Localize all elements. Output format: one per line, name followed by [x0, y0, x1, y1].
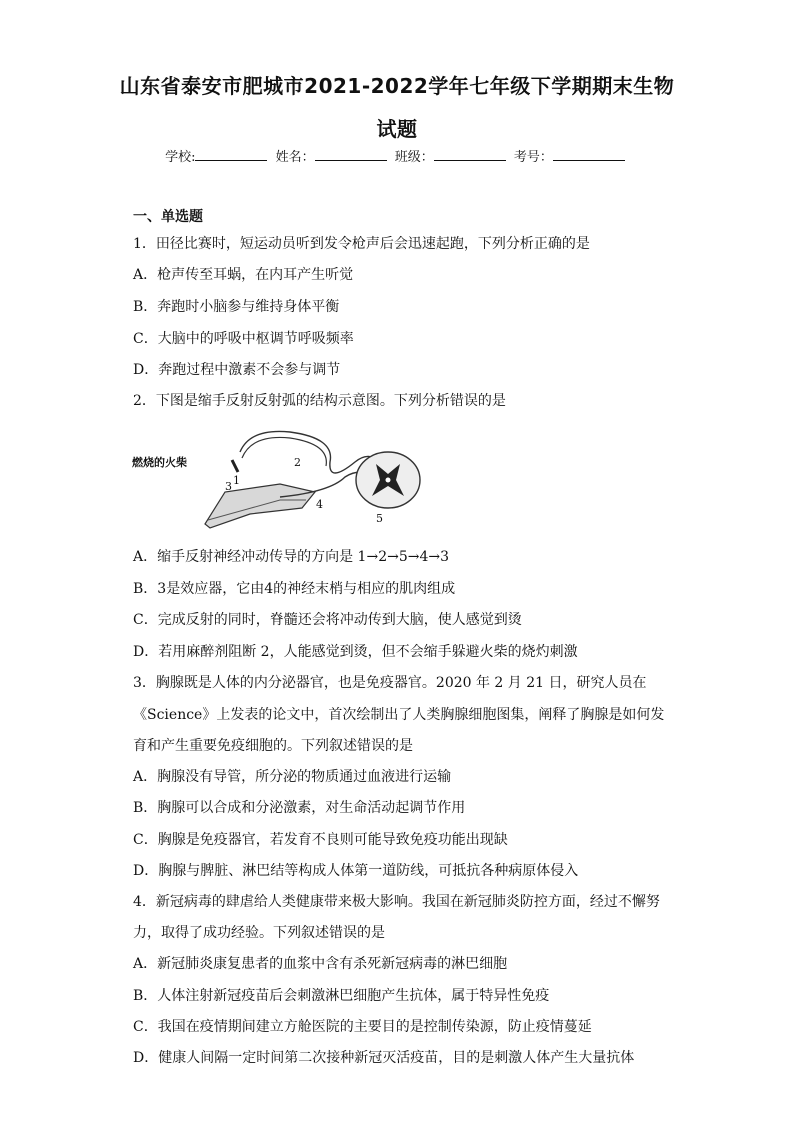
class-label: 班级：	[394, 150, 434, 165]
q4-option-a: A．新冠肺炎康复患者的血浆中含有杀死新冠病毒的淋巴细胞	[133, 956, 508, 972]
q4-stem-line2: 力，取得了成功经验。下列叙述错误的是	[133, 925, 385, 941]
q3-stem-line2: 《Science》上发表的论文中，首次绘制出了人类胸腺细胞图集，阐释了胸腺是如何发	[133, 707, 665, 723]
q3-option-a: A．胸腺没有导管，所分泌的物质通过血液进行运输	[133, 769, 452, 785]
figure-number-1: 1	[233, 474, 240, 487]
exam-title-line1: 山东省泰安市肥城市2021-2022学年七年级下学期期末生物	[119, 74, 675, 98]
figure-number-2: 2	[294, 456, 301, 469]
id-blank[interactable]	[553, 148, 625, 161]
exam-title-line2: 试题	[376, 117, 418, 141]
figure-number-3: 3	[225, 480, 232, 493]
q1-option-c: C．大脑中的呼吸中枢调节呼吸频率	[133, 331, 354, 347]
q1-option-d: D．奔跑过程中激素不会参与调节	[133, 362, 341, 378]
q1-stem: 1．田径比赛时，短运动员听到发令枪声后会迅速起跑，下列分析正确的是	[133, 236, 590, 252]
q3-stem-line1: 3．胸腺既是人体的内分泌器官，也是免疫器官。2020 年 2 月 21 日，研究人员在	[133, 675, 647, 691]
q4-stem-line1: 4．新冠病毒的肆虐给人类健康带来极大影响。我国在新冠肺炎防控方面，经过不懈努	[133, 894, 660, 910]
name-blank[interactable]	[315, 148, 387, 161]
q1-option-a: A．枪声传至耳蜗，在内耳产生听觉	[133, 267, 354, 283]
figure-number-4: 4	[316, 498, 323, 511]
q4-option-d: D．健康人间隔一定时间第二次接种新冠灭活疫苗，目的是刺激人体产生大量抗体	[133, 1050, 635, 1066]
name-label: 姓名：	[275, 150, 315, 165]
figure-label: 燃烧的火柴	[132, 456, 187, 469]
q2-option-d: D．若用麻醉剂阻断 2，人能感觉到烫，但不会缩手躲避火柴的烧灼刺激	[133, 644, 578, 660]
q2-option-b: B．3是效应器，它由4的神经末梢与相应的肌肉组成	[133, 581, 456, 597]
q1-option-b: B．奔跑时小脑参与维持身体平衡	[133, 299, 340, 315]
q3-stem-line3: 育和产生重要免疫细胞的。下列叙述错误的是	[133, 738, 413, 754]
q3-option-c: C．胸腺是免疫器官，若发育不良则可能导致免疫功能出现缺	[133, 832, 508, 848]
id-label: 考号：	[513, 150, 553, 165]
reflex-arc-figure	[130, 422, 430, 532]
q4-option-b: B．人体注射新冠疫苗后会刺激淋巴细胞产生抗体，属于特异性免疫	[133, 988, 550, 1004]
match-icon	[232, 460, 238, 472]
student-info-row	[0, 146, 794, 165]
q2-option-c: C．完成反射的同时，脊髓还会将冲动传到大脑，使人感觉到烫	[133, 612, 522, 628]
q4-option-c: C．我国在疫情期间建立方舱医院的主要目的是控制传染源，防止疫情蔓延	[133, 1019, 592, 1035]
q2-option-a: A．缩手反射神经冲动传导的方向是 1→2→5→4→3	[133, 549, 450, 565]
q3-option-b: B．胸腺可以合成和分泌激素，对生命活动起调节作用	[133, 800, 466, 816]
q2-stem: 2．下图是缩手反射反射弧的结构示意图。下列分析错误的是	[133, 393, 506, 409]
q3-option-d: D．胸腺与脾脏、淋巴结等构成人体第一道防线，可抵抗各种病原体侵入	[133, 863, 579, 879]
school-label: 学校:	[165, 150, 196, 165]
class-blank[interactable]	[434, 148, 506, 161]
figure-number-5: 5	[376, 512, 383, 525]
school-blank[interactable]	[195, 148, 267, 161]
section-heading: 一、单选题	[133, 209, 203, 225]
